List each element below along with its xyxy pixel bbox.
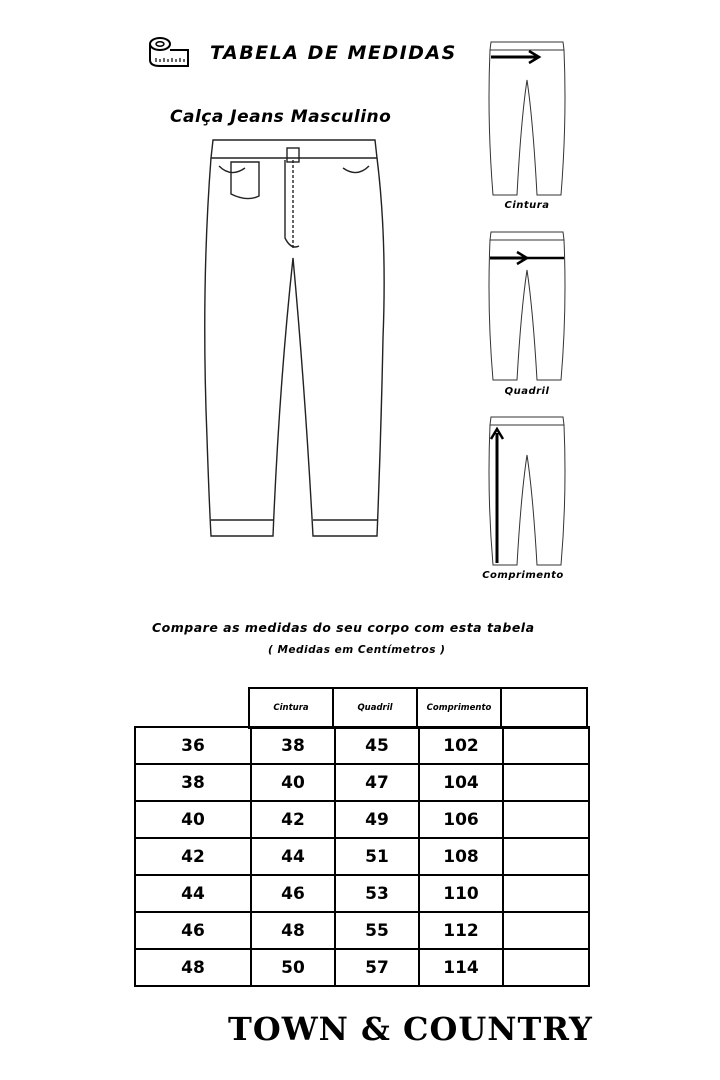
column-header — [501, 688, 587, 728]
size-table-header — [248, 687, 588, 729]
hip-diagram — [487, 230, 567, 385]
hip-cell: 47 — [335, 764, 419, 801]
length-cell: 102 — [419, 727, 503, 764]
waist-cell: 38 — [251, 727, 335, 764]
hip-cell: 53 — [335, 875, 419, 912]
table-row — [135, 838, 589, 875]
empty-cell — [503, 838, 589, 875]
size-cell: 36 — [135, 727, 251, 764]
column-header: Cintura — [249, 688, 333, 728]
size-cell: 46 — [135, 912, 251, 949]
table-row — [135, 764, 589, 801]
units-note: ( Medidas em Centímetros ) — [268, 644, 446, 656]
waist-diagram — [487, 40, 567, 200]
diagram-label-cintura: Cintura — [504, 200, 550, 211]
empty-cell — [503, 875, 589, 912]
table-row — [135, 801, 589, 838]
hip-cell: 45 — [335, 727, 419, 764]
empty-cell — [503, 949, 589, 986]
waist-cell: 50 — [251, 949, 335, 986]
waist-cell: 44 — [251, 838, 335, 875]
length-cell: 114 — [419, 949, 503, 986]
length-cell: 112 — [419, 912, 503, 949]
length-cell: 108 — [419, 838, 503, 875]
measuring-tape-icon — [148, 36, 190, 68]
waist-cell: 48 — [251, 912, 335, 949]
empty-cell — [503, 727, 589, 764]
column-header: Quadril — [333, 688, 417, 728]
hip-cell: 55 — [335, 912, 419, 949]
waist-cell: 40 — [251, 764, 335, 801]
length-cell: 110 — [419, 875, 503, 912]
empty-cell — [503, 764, 589, 801]
hip-cell: 57 — [335, 949, 419, 986]
size-cell: 42 — [135, 838, 251, 875]
product-subtitle: Calça Jeans Masculino — [170, 107, 392, 127]
length-cell: 104 — [419, 764, 503, 801]
diagram-label-comprimento: Comprimento — [482, 570, 564, 581]
table-row — [135, 912, 589, 949]
length-cell: 106 — [419, 801, 503, 838]
hip-cell: 51 — [335, 838, 419, 875]
page-title: TABELA DE MEDIDAS — [210, 42, 457, 64]
size-cell: 44 — [135, 875, 251, 912]
diagram-label-quadril: Quadril — [504, 386, 550, 397]
table-row — [135, 875, 589, 912]
empty-cell — [503, 801, 589, 838]
table-row — [135, 949, 589, 986]
empty-cell — [503, 912, 589, 949]
brand-logo: TOWN & COUNTRY — [228, 1010, 593, 1048]
jeans-illustration — [195, 138, 395, 548]
size-cell: 48 — [135, 949, 251, 986]
waist-cell: 46 — [251, 875, 335, 912]
column-header: Comprimento — [417, 688, 501, 728]
size-cell: 40 — [135, 801, 251, 838]
table-row — [135, 727, 589, 764]
waist-cell: 42 — [251, 801, 335, 838]
size-table — [134, 726, 590, 987]
compare-instructions: Compare as medidas do seu corpo com esta tabela — [152, 620, 535, 635]
hip-cell: 49 — [335, 801, 419, 838]
length-diagram — [487, 415, 567, 570]
size-cell: 38 — [135, 764, 251, 801]
